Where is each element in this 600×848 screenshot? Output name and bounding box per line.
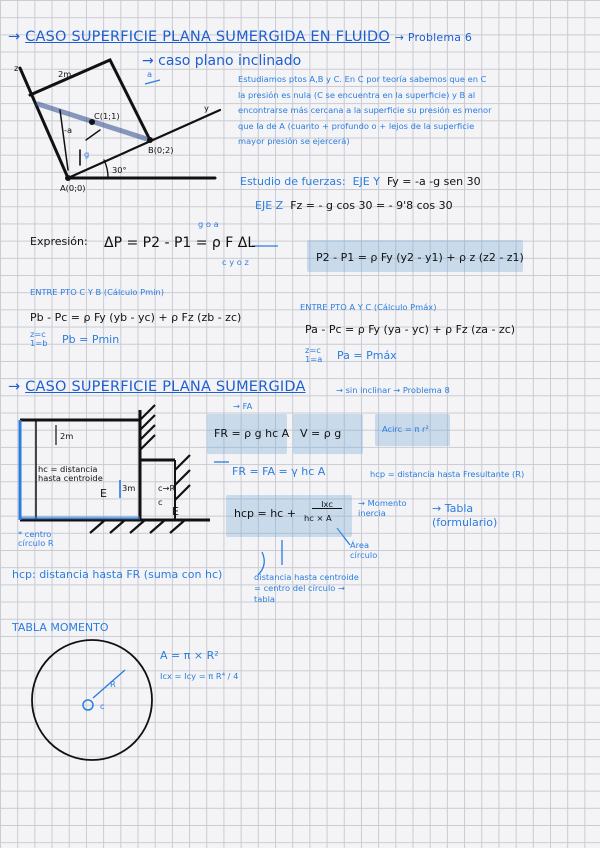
f-formula: FR = ρ g hc A <box>214 427 290 440</box>
accel-label: a <box>147 69 153 79</box>
point-b-label: B(0;2) <box>148 145 174 155</box>
area-label: Área círculo <box>350 540 378 560</box>
section3-title: TABLA MOMENTO <box>12 621 109 634</box>
hcp-formula: hcp = hc + <box>234 507 296 520</box>
fa-label: → FA <box>233 401 253 411</box>
centro-label: * centro círculo R <box>18 529 54 548</box>
entre-cb: ENTRE PTO C Y B (Cálculo Pmin) <box>30 287 165 297</box>
hcp-definition: hcp: distancia hasta FR (suma con hc) <box>12 568 223 581</box>
gravity-label: g <box>84 149 90 159</box>
h3-label: 3m <box>122 483 136 493</box>
section1-title: → CASO SUPERFICIE PLANA SUMERGIDA EN FLUIDO → Problema 6 <box>8 29 473 45</box>
expression: ΔP = P2 - P1 = ρ F ΔL <box>104 235 256 251</box>
point-a-dot <box>65 175 71 181</box>
result-equation: P2 - P1 = ρ Fy (y2 - y1) + ρ z (z2 - z1) <box>316 251 524 264</box>
forces-line-y: Estudio de fuerzas: EJE Y Fy = -a -g sen 30 <box>240 175 481 188</box>
c-r-label: c→R <box>158 483 176 493</box>
a-formula: Acirc = π r² <box>382 424 429 434</box>
entre-ac: ENTRE PTO A Y C (Cálculo Pmáx) <box>300 302 437 312</box>
plate-edge <box>30 60 153 140</box>
expression-bottom: c y o z <box>222 257 249 267</box>
height-label: 2m <box>60 431 74 441</box>
a-arrow <box>86 130 100 140</box>
moment-area: A = π × R² <box>160 649 219 662</box>
radius-line <box>93 670 125 698</box>
ac-legend: z=c 1=a <box>305 345 323 364</box>
note-line: la presión es nula (C se encuentra en la superficie) y B al <box>238 89 476 100</box>
neg-accel-label: -a <box>64 125 73 135</box>
section1-subtitle: → caso plano inclinado <box>142 53 302 69</box>
hc-label: hc = distancia hasta centroide <box>38 464 103 483</box>
forces-line-z: EJE Z Fz = - g cos 30 = - 9'8 cos 30 <box>255 199 453 212</box>
note-line: Estudiamos ptos A,B y C. En C por teoría sabemos que en C <box>238 74 487 84</box>
note-line: que la de A (cuanto + profundo o + lejos de la superficie <box>238 120 475 131</box>
ixc-numerator: Ixc <box>312 500 342 509</box>
equation-ac: Pa - Pc = ρ Fy (ya - yc) + ρ Fz (za - zc) <box>305 323 516 336</box>
v-formula: V = ρ g <box>300 427 342 440</box>
cb-legend: z=c 1=b <box>30 329 48 348</box>
z-axis-line <box>20 68 68 178</box>
equation-cb: Pb - Pc = ρ Fy (yb - yc) + ρ Fz (zb - zc) <box>30 311 242 324</box>
c-label: c <box>158 497 163 507</box>
angle-arc <box>104 160 108 178</box>
center-dot <box>83 700 93 710</box>
angle-label: 30° <box>112 165 127 175</box>
axis-z-label: z <box>14 63 19 73</box>
section1-notes <box>238 72 492 150</box>
point-a-label: A(0;0) <box>60 183 86 193</box>
point-c-label: C(1;1) <box>94 111 120 121</box>
point-b-dot <box>147 137 153 143</box>
section2-subtitle: → sin inclinar → Problema 8 <box>336 385 450 395</box>
radius-label: R <box>110 679 116 689</box>
hca-denominator: hc × A <box>304 513 332 523</box>
hcp-note: hcp = distancia hasta Fresultante (R) <box>370 469 525 479</box>
e-label-1: E <box>100 487 107 500</box>
accel-arrow <box>145 80 160 84</box>
tabla-label: → Tabla (formulario) <box>432 502 498 529</box>
expression-label: Expresión: <box>30 235 88 248</box>
axis-y-label: y <box>204 103 209 113</box>
fr-fa: FR = FA = γ hc A <box>232 465 326 478</box>
moment-circle <box>32 640 152 760</box>
e-label-2: E <box>172 505 179 518</box>
ac-result: Pa = Pmáx <box>337 349 397 362</box>
dist-centroide: distancia hasta centroide = centro del círculo → tabla <box>254 572 359 604</box>
width-label: 2m <box>58 69 72 79</box>
momento-label: → Momento inercia <box>358 498 407 518</box>
cb-result: Pb = Pmin <box>62 333 120 346</box>
section2-title: → CASO SUPERFICIE PLANA SUMERGIDA <box>8 379 306 395</box>
center-label: c <box>100 701 105 711</box>
inclined-plate-diagram <box>20 60 220 178</box>
note-line: mayor presión se ejercerá) <box>238 136 350 146</box>
expression-top: g o a <box>198 219 219 229</box>
moment-inertia: Icx = Icy = π R⁴ / 4 <box>160 671 239 681</box>
note-line: encontrarse más cercana a la superficie su presión es menor <box>238 105 492 115</box>
